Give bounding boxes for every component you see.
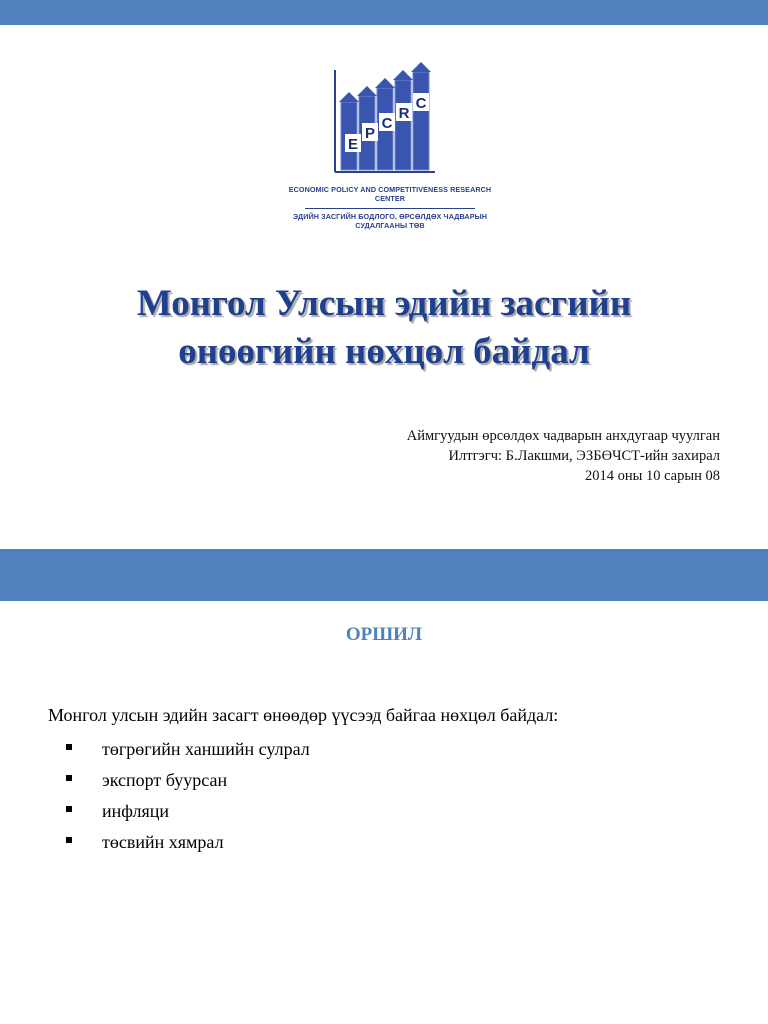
logo-divider	[305, 208, 475, 209]
title-line-1: Монгол Улсын эдийн засгийн	[136, 283, 632, 324]
list-item-text: экспорт буурсан	[102, 770, 228, 790]
logo-bar-chart-mark	[285, 60, 495, 180]
presentation-meta	[120, 426, 720, 486]
list-item	[66, 796, 310, 827]
section-heading: ОРШИЛ	[345, 624, 423, 645]
middle-accent-band	[0, 549, 768, 601]
title-line-2: өнөөгийн нөхцөл байдал	[178, 331, 590, 372]
logo-letter-c2: C	[415, 95, 427, 112]
list-item	[66, 734, 310, 765]
presentation-title	[0, 280, 768, 376]
logo-letter-c: C	[381, 115, 393, 132]
epcrc-logo	[285, 60, 495, 250]
event-name: Аймгуудын өрсөлдөх чадварын анхдугаар чуулган	[406, 428, 720, 444]
logo-letter-e: E	[347, 136, 359, 153]
logo-english-name: ECONOMIC POLICY AND COMPETITIVENESS RESEARCH CENTER	[288, 185, 492, 203]
list-item-text: инфляци	[102, 801, 170, 821]
square-bullet-icon	[66, 744, 72, 750]
list-item-text: төсвийн хямрал	[102, 832, 224, 852]
logo-letter-p: P	[364, 125, 376, 142]
intro-text: Монгол улсын эдийн засагт өнөөдөр үүсээд байгаа нөхцөл байдал:	[48, 705, 559, 725]
list-item	[66, 827, 310, 858]
logo-letter-r: R	[398, 105, 410, 122]
top-accent-band	[0, 0, 768, 25]
square-bullet-icon	[66, 806, 72, 812]
logo-mongolian-name: ЭДИЙН ЗАСГИЙН БОДЛОГО, ӨРСӨЛДӨХ ЧАДВАРЫН СУДАЛГААНЫ ТӨВ	[292, 212, 488, 230]
bullet-list	[66, 734, 310, 858]
list-item-text: төгрөгийн ханшийн сулрал	[102, 739, 310, 759]
square-bullet-icon	[66, 775, 72, 781]
square-bullet-icon	[66, 837, 72, 843]
list-item	[66, 765, 310, 796]
presenter-name: Илтгэгч: Б.Лакшми, ЭЗБӨЧСТ-ийн захирал	[448, 448, 720, 464]
presentation-date: 2014 оны 10 сарын 08	[584, 468, 720, 484]
